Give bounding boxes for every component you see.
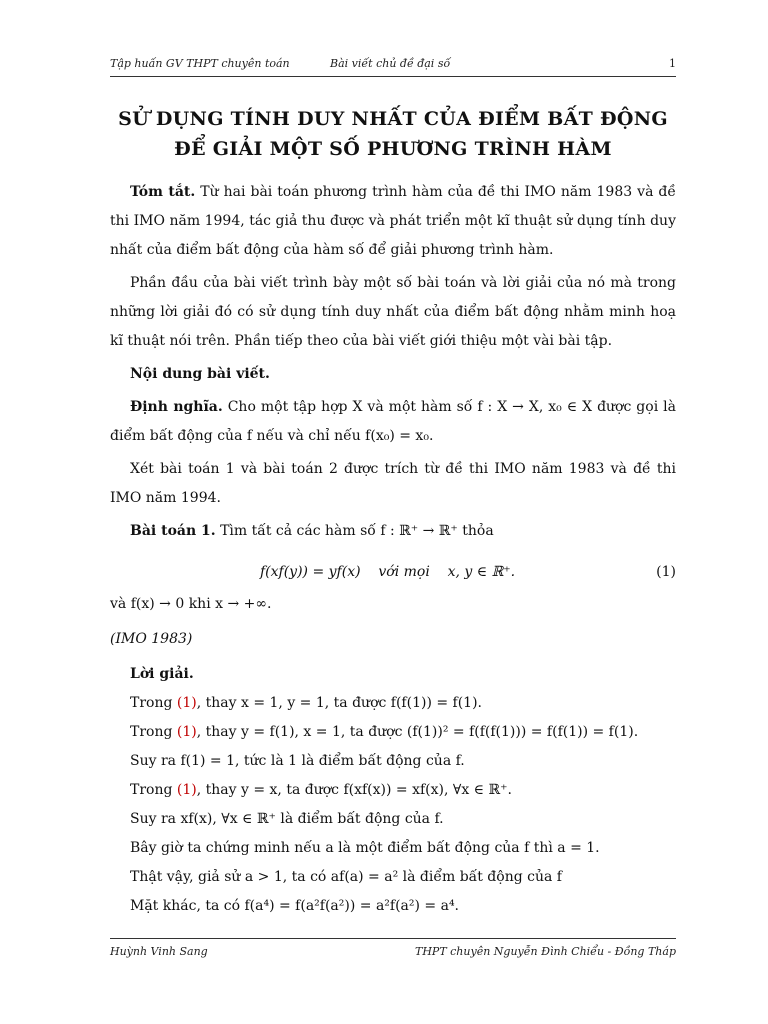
paper-title xyxy=(110,104,676,164)
abstract-text: Từ hai bài toán phương trình hàm của đề thi IMO năm 1983 và đề thi IMO năm 1994, tác giả thu được và phát triển một kĩ thuật sử dụng tính duy nhất của điểm bất động của hàm số để giải phương trình hàm. xyxy=(110,184,676,258)
solution-line-text: Thật vậy, giả sử a > 1, ta có af(a) = a² là điểm bất động của f xyxy=(130,869,562,885)
solution-line xyxy=(110,776,676,805)
equation-1-tag: (1) xyxy=(656,564,676,580)
solution-line xyxy=(110,805,676,834)
problem-1-text: Tìm tất cả các hàm số f : ℝ⁺ → ℝ⁺ thỏa xyxy=(215,523,494,539)
title-line-1: SỬ DỤNG TÍNH DUY NHẤT CỦA ĐIỂM BẤT ĐỘNG xyxy=(118,108,668,130)
equation-1-row xyxy=(110,556,676,590)
footer-author: Huỳnh Vinh Sang xyxy=(110,945,208,958)
footer-school: THPT chuyên Nguyễn Đình Chiểu - Đồng Tháp xyxy=(414,945,676,958)
page-number: 1 xyxy=(669,57,676,70)
solution-line-text: Trong xyxy=(130,695,177,711)
solution-line xyxy=(110,834,676,863)
intro-paragraph: Phần đầu của bài viết trình bày một số bài toán và lời giải của nó mà trong những lời giải đó có sử dụng tính duy nhất của điểm bất động nhằm minh hoạ kĩ thuật nói trên. Phần tiếp theo của bài viết giới thiệu một vài bài tập. xyxy=(110,275,676,349)
equation-reference-link[interactable]: (1) xyxy=(176,724,197,740)
header-topic: Bài viết chủ đề đại số xyxy=(330,57,451,70)
title-line-2: ĐỂ GIẢI MỘT SỐ PHƯƠNG TRÌNH HÀM xyxy=(174,138,612,160)
solution-line-text: Suy ra xf(x), ∀x ∈ ℝ⁺ là điểm bất động của f. xyxy=(130,811,444,827)
solution-line-text: Bây giờ ta chứng minh nếu a là một điểm bất động của f thì a = 1. xyxy=(130,840,600,856)
problem-1-label: Bài toán 1. xyxy=(130,523,216,539)
solution-line xyxy=(110,892,676,921)
footer-rule xyxy=(110,938,676,939)
abstract-label: Tóm tắt. xyxy=(130,184,196,200)
paper-body xyxy=(110,178,676,921)
solution-line xyxy=(110,718,676,747)
problem-1 xyxy=(110,517,676,546)
solution-line-text: Trong xyxy=(130,782,177,798)
solution-line-text: , thay y = f(1), x = 1, ta được (f(1))² = f(f(f(1))) = f(f(1)) = f(1). xyxy=(196,724,639,740)
solution-line-text: , thay y = x, ta được f(xf(x)) = xf(x), ∀x ∈ ℝ⁺. xyxy=(196,782,512,798)
problem-1-source: (IMO 1983) xyxy=(110,631,193,647)
page xyxy=(110,0,676,1024)
solution-line xyxy=(110,863,676,892)
solution-heading xyxy=(110,660,676,689)
definition-text: Cho một tập hợp X và một hàm số f : X → X, x₀ ∈ X được gọi là điểm bất động của f nếu và chỉ nếu f(x₀) = x₀. xyxy=(110,399,676,444)
consider-paragraph: Xét bài toán 1 và bài toán 2 được trích từ đề thi IMO năm 1983 và đề thi IMO năm 1994. xyxy=(110,461,676,506)
header-rule xyxy=(110,76,676,77)
abstract xyxy=(110,178,676,265)
solution-line-text: Mặt khác, ta có f(a⁴) = f(a²f(a²)) = a²f(a²) = a⁴. xyxy=(130,898,460,914)
solution-label: Lời giải. xyxy=(130,666,194,682)
equation-reference-link[interactable]: (1) xyxy=(176,695,197,711)
solution-line xyxy=(110,689,676,718)
equation-1: f(xf(y)) = yf(x) với mọi x, y ∈ ℝ⁺. xyxy=(260,564,516,580)
solution-lines xyxy=(110,689,676,921)
definition-label: Định nghĩa. xyxy=(130,399,223,415)
problem-1-condition: và f(x) → 0 khi x → +∞. xyxy=(110,596,272,612)
content-heading-text: Nội dung bài viết. xyxy=(130,366,270,382)
header-course: Tập huấn GV THPT chuyên toán xyxy=(110,57,290,70)
solution-line-text: , thay x = 1, y = 1, ta được f(f(1)) = f(1). xyxy=(196,695,482,711)
solution-line-text: Trong xyxy=(130,724,177,740)
content-heading xyxy=(110,360,676,389)
equation-reference-link[interactable]: (1) xyxy=(176,782,197,798)
solution-line-text: Suy ra f(1) = 1, tức là 1 là điểm bất động của f. xyxy=(130,753,465,769)
definition xyxy=(110,393,676,451)
solution-line xyxy=(110,747,676,776)
